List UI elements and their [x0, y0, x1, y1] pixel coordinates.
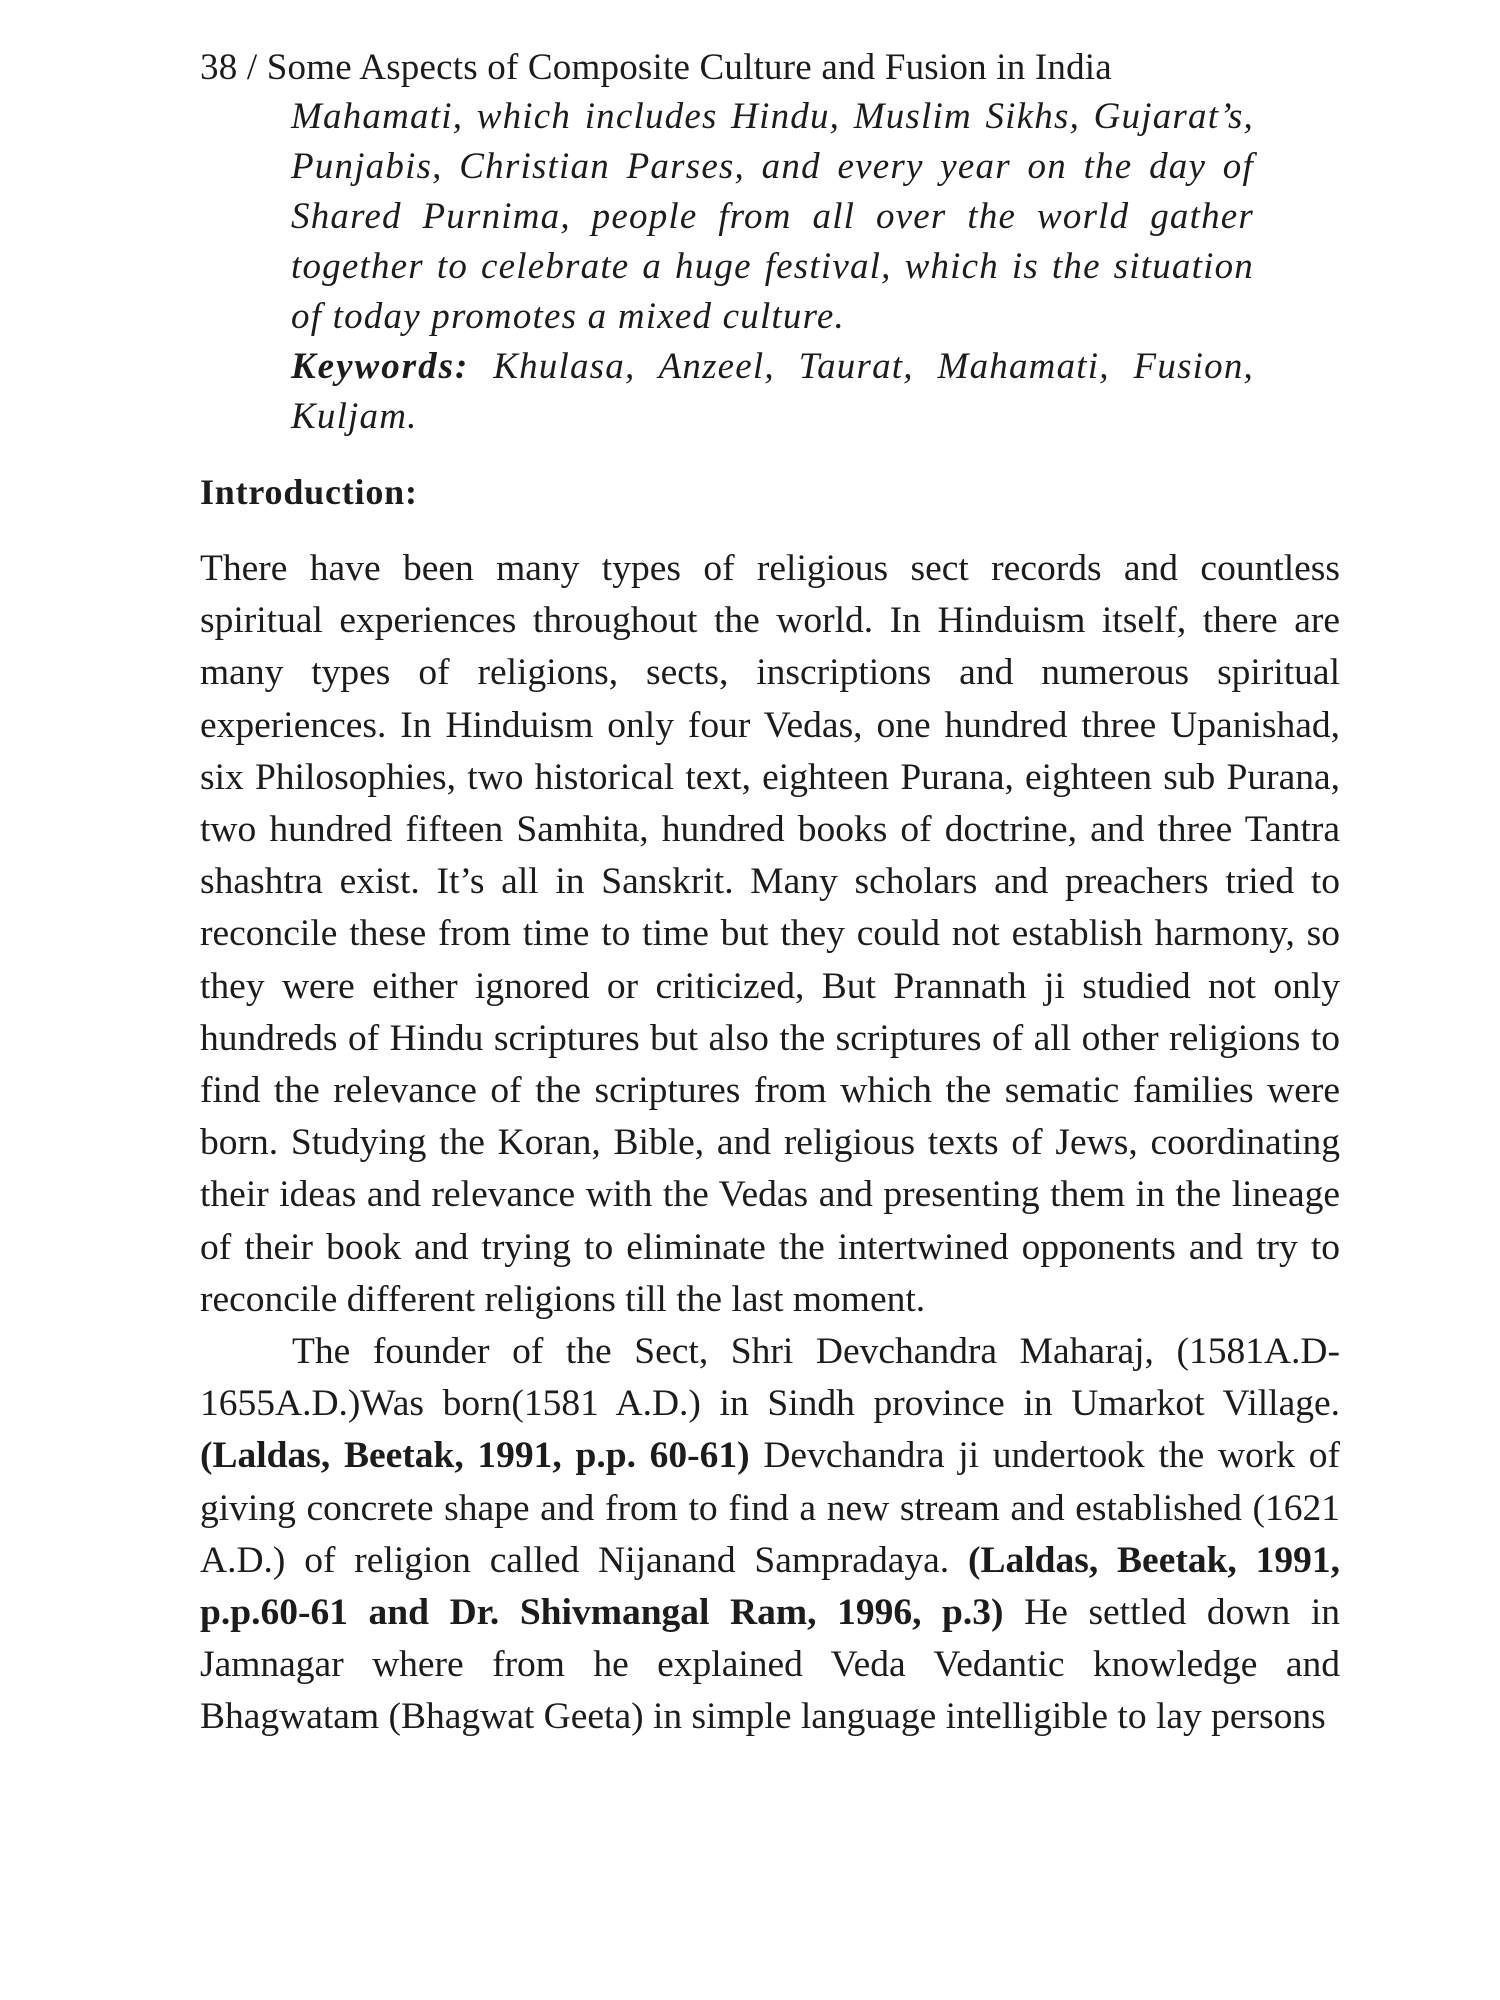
citation-2: (Laldas, Beetak, 1991, p.p.60-61 and Dr. Shivmangal Ram, 1996, p.3): [200, 1539, 1341, 1634]
paragraph-1: There have been many types of religious sect records and countless spiritual experiences throughout the world. In Hinduism itself, there are many types of religions, sects, inscriptions and numerous spiritual experiences. In Hinduism only four Vedas, one hundred three Upanishad, six Philosophies, two historical text, eighteen Purana, eighteen sub Purana, two hundred fifteen Samhita, hundred books of doctrine, and three Tantra shashtra exist. It’s all in Sanskrit. Many scholars and preachers tried to reconcile these from time to time but they could not establish harmony, so they were either ignored or criticized, But Prannath ji studied not only hundreds of Hindu scriptures but also the scriptures of all other religions to find the relevance of the scriptures from which the sematic families were born. Studying the Koran, Bible, and religious texts of Jews, coordinating their ideas and relevance with the Vedas and presenting them in the lineage of their book and trying to eliminate the intertwined opponents and try to reconcile different religions till the last moment.: [200, 548, 1340, 1320]
abstract-text: Mahamati, which includes Hindu, Muslim Sikhs, Gujarat’s, Punjabis, Christian Parses, and every year on the day of Shared Purnima, people from all over the world gather together to celebrate a huge festival, which is the situation of today promotes a mixed culture.: [291, 96, 1254, 337]
keywords-list: Khulasa, Anzeel, Taurat, Mahamati, Fusion, Kuljam.: [291, 346, 1254, 437]
paragraph-2: [200, 1326, 1340, 1744]
paragraph-2-part-1: The founder of the Sect, Shri Devchandra Maharaj, (1581A.D-1655A.D.)Was born(1581 A.D.) in Sindh province in Umarkot Village.: [200, 1331, 1340, 1425]
keywords-label: Keywords:: [291, 346, 470, 387]
section-heading: Introduction:: [200, 472, 418, 512]
citation-1: (Laldas, Beetak, 1991, p.p. 60-61): [200, 1435, 750, 1477]
book-page: [200, 44, 1340, 1744]
paragraph-2-part-2: Devchandra ji undertook the work of giving concrete shape and from to find a new stream and established (1621 A.D.) of religion called Nijanand Sampradaya.: [200, 1435, 1341, 1581]
abstract: [291, 92, 1254, 442]
body-text: [200, 543, 1340, 1744]
running-head: 38 / Some Aspects of Composite Culture and Fusion in India: [200, 47, 1112, 88]
paragraph-2-part-3: He settled down in Jamnagar where from he explained Veda Vedantic knowledge and Bhagwatam (Bhagwat Geeta) in simple language intelligible to lay persons: [200, 1592, 1341, 1738]
keywords-line: [291, 342, 1254, 442]
